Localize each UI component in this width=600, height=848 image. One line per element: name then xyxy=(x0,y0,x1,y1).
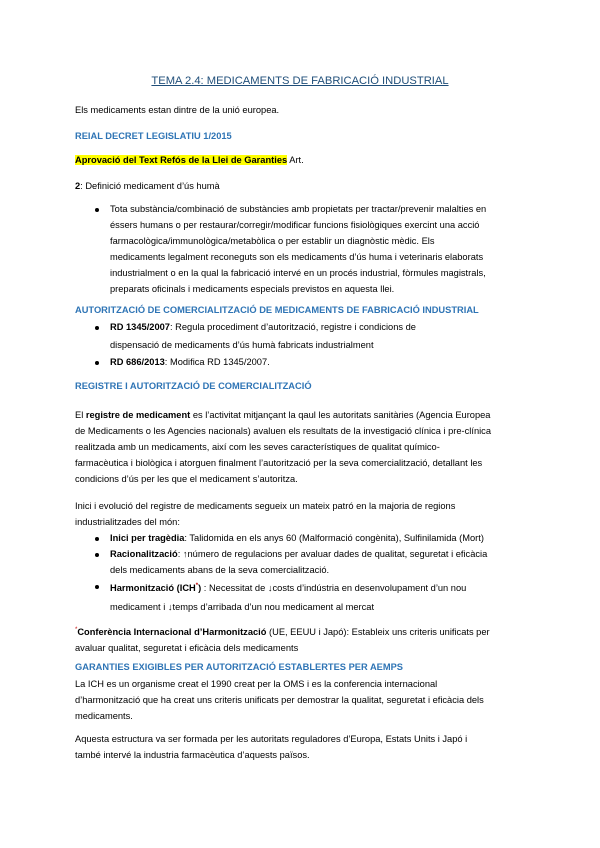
article-2-line xyxy=(75,178,220,194)
article-text: : Definició medicament d’ús humà xyxy=(80,181,220,191)
intro-text: Els medicaments estan dintre de la unió europea. xyxy=(75,105,280,115)
registre-paragraph xyxy=(75,407,527,487)
bullet-icon xyxy=(95,553,99,557)
registre-line: condicions d’ús per les que el medicament s’autoritza. xyxy=(75,474,298,484)
rd1345-text: dispensació de medicaments d’ús humà fabricats industrialment xyxy=(110,340,374,350)
harmonitzacio-label: Harmonització (ICH*) xyxy=(110,583,202,594)
racionalitzacio-text: : ↑número de regulacions per avaluar dades de qualitat, seguretat i eficàcia xyxy=(177,549,488,559)
racionalitzacio-text: dels medicaments abans de la seva comercialització. xyxy=(110,565,330,575)
bullet-icon xyxy=(95,361,99,365)
page-title: TEMA 2.4: MEDICAMENTS DE FABRICACIÓ INDUSTRIAL xyxy=(151,75,449,87)
definition-paragraph xyxy=(110,201,526,297)
bullet-icon xyxy=(95,208,99,212)
registre-text: El xyxy=(75,410,86,420)
section-heading-registre: REGISTRE I AUTORITZACIÓ DE COMERCIALITZACIÓ xyxy=(75,381,312,391)
conferencia-text: (UE, EEUU i Japó): Estableix uns criteris unificats per xyxy=(266,627,490,638)
conferencia-label: Conferència Internacional d’Harmonització xyxy=(77,627,267,638)
registre-line: de Medicaments o les Agencies nacionals) avaluen els resultats de la investigació clínica i pre-clínica xyxy=(75,426,491,436)
rd686-item xyxy=(110,354,270,370)
ich-line: d’harmonització que ha creat uns criteris unificats per demostrar la qualitat, seguretat i eficàcia dels xyxy=(75,695,484,705)
rd686-label: RD 686/2013 xyxy=(110,357,165,367)
bullet-icon xyxy=(95,326,99,330)
inici-text: : Talidomida en els anys 60 (Malformació congènita), Sulfinilamida (Mort) xyxy=(184,533,484,543)
article-number: 2 xyxy=(75,181,81,191)
section-heading-reial-decret: REIAL DECRET LEGISLATIU 1/2015 xyxy=(75,131,232,141)
asterisk-mark: * xyxy=(75,627,78,633)
bullet-icon xyxy=(95,585,99,589)
ich-paragraph xyxy=(75,676,527,724)
section-heading-garanties: GARANTIES EXIGIBLES PER AUTORITZACIÓ ESTABLERTES PER AEMPS xyxy=(75,662,404,672)
rd1345-label: RD 1345/2007 xyxy=(110,322,170,332)
rd1345-item xyxy=(110,319,416,353)
definition-line: Tota substància/combinació de substàncies amb propietats per tractar/prevenir malalties en xyxy=(110,204,487,214)
inici-item xyxy=(110,530,484,546)
evolucio-line: Inici i evolució del registre de medicaments segueix un mateix patró en la majoria de regions xyxy=(75,501,456,511)
harmonitzacio-text: medicament i ↓temps d’arribada d’un nou medicament al mercat xyxy=(110,602,375,613)
registre-bold: registre de medicament xyxy=(85,410,191,420)
aprovacio-suffix: Art. xyxy=(287,155,304,165)
estructura-paragraph xyxy=(75,731,527,763)
definition-line: preparats oficinals i medicaments especials previstos en aquesta llei. xyxy=(110,284,395,294)
registre-line: farmacèutica i biològica i atorguen finalment l’autorització per la seva comercialització, detallant les xyxy=(75,458,483,468)
ich-line: La ICH es un organisme creat el 1990 creat per la OMS i es la conferencia internacional xyxy=(75,679,438,689)
conferencia-note xyxy=(75,622,490,656)
harmonitzacio-text: : Necessitat de ↓costs d’indústria en desenvolupament d’un nou xyxy=(201,583,467,594)
racionalitzacio-label: Racionalització xyxy=(110,549,178,559)
section-heading-autoritzacio: AUTORITZACIÓ DE COMERCIALITZACIÓ DE MEDICAMENTS DE FABRICACIÓ INDUSTRIAL xyxy=(75,305,479,315)
racionalitzacio-item xyxy=(110,546,487,578)
registre-line: realitzada amb un medicaments, així com les seves característiques de qualitat químico- xyxy=(75,442,440,452)
aprovacio-line xyxy=(75,152,304,168)
rd686-text: : Modifica RD 1345/2007. xyxy=(164,357,270,367)
definition-line: farmacològica/immunològica/metabòlica o per establir un diagnòstic mèdic. Els xyxy=(110,236,435,246)
evolucio-paragraph xyxy=(75,498,527,530)
estructura-line: també intervé la industria farmacèutica d’aquests països. xyxy=(75,750,310,760)
ich-line: medicaments. xyxy=(75,711,133,721)
asterisk-mark: * xyxy=(195,583,199,589)
registre-text: es l’activitat mitjançant la qaul les autoritats sanitàries (Agencia Europea xyxy=(190,410,491,420)
bullet-icon xyxy=(95,537,99,541)
definition-line: éssers humans o per restaurar/corregir/modificar funcions fisiològiques exercint una acció xyxy=(110,220,480,230)
inici-label: Inici per tragèdia xyxy=(110,533,185,543)
estructura-line: Aquesta estructura va ser formada per les autoritats reguladores d’Europa, Estats Units i Japó i xyxy=(75,734,468,744)
rd1345-text: : Regula procediment d’autorització, registre i condicions de xyxy=(169,322,416,332)
conferencia-text: avaluar qualitat, seguretat i eficàcia dels medicaments xyxy=(75,643,299,654)
definition-line: industrialment o en la qual la fabricació intervé en un procés industrial, fòrmules magistrals, xyxy=(110,268,486,278)
aprovacio-highlight: Aprovació del Text Refós de la Llei de Garanties xyxy=(75,155,288,165)
harmonitzacio-item xyxy=(110,578,466,615)
definition-line: medicaments legalment reconeguts son els medicaments d’ús huma i veterinaris elaborats xyxy=(110,252,484,262)
evolucio-line: industrialitzades del món: xyxy=(75,517,180,527)
